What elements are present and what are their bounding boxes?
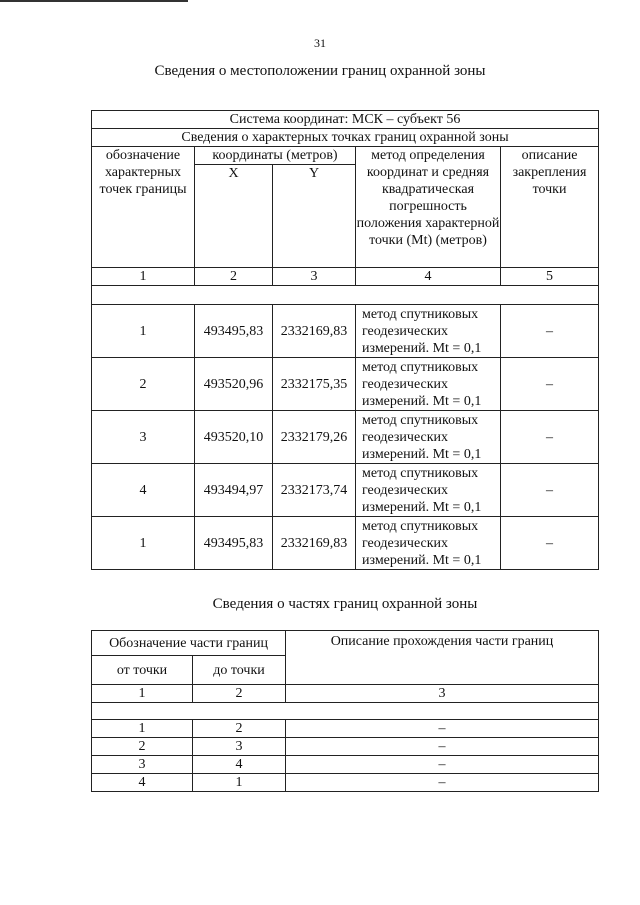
y-cell: 2332175,35 xyxy=(273,358,356,411)
col-description-header: Описание прохождения части границ xyxy=(286,631,599,685)
to-cell: 1 xyxy=(193,774,286,792)
from-cell: 1 xyxy=(92,720,193,738)
table-row xyxy=(92,774,599,792)
col-fixing-header: описание закрепления точки xyxy=(501,147,599,268)
table-row xyxy=(92,305,599,358)
column-number: 3 xyxy=(273,268,356,286)
spacer-row xyxy=(92,703,599,720)
method-cell: метод спутниковых геодезических измерений. Mt = 0,1 xyxy=(356,411,501,464)
coordinate-system-header: Система координат: МСК – субъект 56 xyxy=(92,111,599,129)
description-cell: – xyxy=(286,774,599,792)
description-cell: – xyxy=(286,756,599,774)
column-number: 1 xyxy=(92,268,195,286)
x-cell: 493495,83 xyxy=(195,517,273,570)
section-title-locations: Сведения о местоположении границ охранной зоны xyxy=(154,63,486,79)
description-cell: – xyxy=(286,738,599,756)
fixing-cell: – xyxy=(501,517,599,570)
to-cell: 4 xyxy=(193,756,286,774)
column-numbers-row xyxy=(92,685,599,703)
x-cell: 493520,96 xyxy=(195,358,273,411)
y-cell: 2332169,83 xyxy=(273,305,356,358)
table-row xyxy=(92,720,599,738)
fixing-cell: – xyxy=(501,411,599,464)
point-cell: 3 xyxy=(92,411,195,464)
points-subtitle: Сведения о характерных точках границ охранной зоны xyxy=(92,129,599,147)
col-coordinates-header: координаты (метров) xyxy=(195,147,356,165)
from-cell: 4 xyxy=(92,774,193,792)
top-rule xyxy=(0,0,188,2)
from-cell: 2 xyxy=(92,738,193,756)
column-number: 2 xyxy=(195,268,273,286)
section-title-parts: Сведения о частях границ охранной зоны xyxy=(212,596,478,612)
to-cell: 3 xyxy=(193,738,286,756)
table-row xyxy=(92,411,599,464)
page-number: 31 xyxy=(314,36,326,50)
table-row xyxy=(92,738,599,756)
column-number: 5 xyxy=(501,268,599,286)
table-row xyxy=(92,517,599,570)
column-number: 3 xyxy=(286,685,599,703)
col-method-header: метод определения координат и средняя квадратическая погрешность положения характерной точки (Mt) (метров) xyxy=(356,147,501,268)
method-cell: метод спутниковых геодезических измерений. Mt = 0,1 xyxy=(356,464,501,517)
from-cell: 3 xyxy=(92,756,193,774)
column-number: 4 xyxy=(356,268,501,286)
col-to-header: до точки xyxy=(193,656,286,685)
coordinates-table xyxy=(91,110,599,570)
method-cell: метод спутниковых геодезических измерений. Mt = 0,1 xyxy=(356,358,501,411)
col-from-header: от точки xyxy=(92,656,193,685)
table-row xyxy=(92,756,599,774)
parts-table xyxy=(91,630,599,792)
fixing-cell: – xyxy=(501,464,599,517)
fixing-cell: – xyxy=(501,358,599,411)
col-x-header: X xyxy=(195,165,273,268)
x-cell: 493495,83 xyxy=(195,305,273,358)
point-cell: 4 xyxy=(92,464,195,517)
point-cell: 1 xyxy=(92,517,195,570)
point-cell: 1 xyxy=(92,305,195,358)
table-row xyxy=(92,358,599,411)
column-number: 2 xyxy=(193,685,286,703)
method-cell: метод спутниковых геодезических измерений. Mt = 0,1 xyxy=(356,517,501,570)
col-designation-header: обозначение характерных точек границы xyxy=(92,147,195,268)
to-cell: 2 xyxy=(193,720,286,738)
col-y-header: Y xyxy=(273,165,356,268)
spacer-cell xyxy=(92,286,599,305)
table-row xyxy=(92,464,599,517)
col-part-header: Обозначение части границ xyxy=(92,631,286,656)
method-cell: метод спутниковых геодезических измерений. Mt = 0,1 xyxy=(356,305,501,358)
x-cell: 493494,97 xyxy=(195,464,273,517)
point-cell: 2 xyxy=(92,358,195,411)
description-cell: – xyxy=(286,720,599,738)
column-numbers-row xyxy=(92,268,599,286)
y-cell: 2332179,26 xyxy=(273,411,356,464)
fixing-cell: – xyxy=(501,305,599,358)
column-number: 1 xyxy=(92,685,193,703)
y-cell: 2332173,74 xyxy=(273,464,356,517)
spacer-cell xyxy=(92,703,599,720)
y-cell: 2332169,83 xyxy=(273,517,356,570)
x-cell: 493520,10 xyxy=(195,411,273,464)
spacer-row xyxy=(92,286,599,305)
